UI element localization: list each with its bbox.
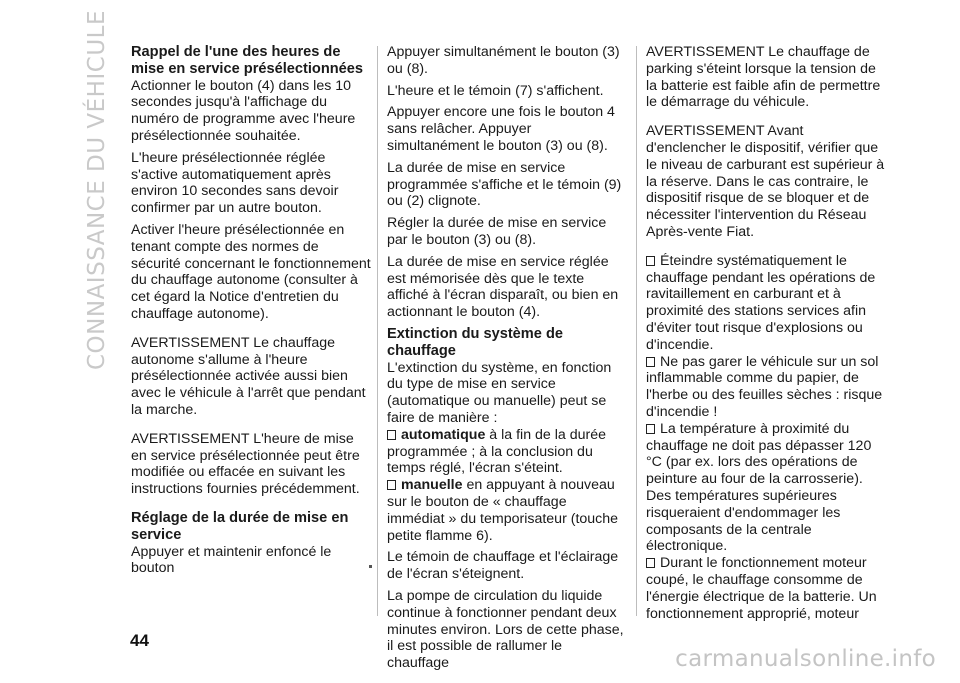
list-item-text: Éteindre systématiquement le chauffage pendant les opérations de ravitaillement en carburant et à proximité des stations services afin d'éviter tout risque d'explosions ou d'incendie. [646,252,876,353]
paragraph: L'heure présélectionnée réglée s'active automatiquement après environ 10 secondes sans devoir confirmer par un autre bouton. [131,149,339,217]
warning-paragraph: AVERTISSEMENT L'heure de mise en service présélectionnée peut être modifiée ou effacée en suivant les instructions fournies précédemment. [131,430,360,498]
list-item-text: à la fin de la durée programmée ; à la conclusion du temps réglé, l'écran s'éteint. [387,426,607,477]
heading-rappel: Rappel de l'une des heures de mise en service présélectionnées [131,44,364,77]
bullet-square-icon [646,357,655,367]
paragraph: Actionner le bouton (4) dans les 10 secondes jusqu'à l'affichage du numéro de programme avec l'heure présélectionnée souhaitée. [131,77,356,144]
list-item [646,354,886,421]
warning-paragraph: AVERTISSEMENT Le chauffage autonome s'allume à l'heure présélectionnée activée aussi bien avec le véhicule à l'arrêt que pendant la marche. [131,334,366,418]
bullet-square-icon [387,430,396,440]
paragraph: Régler la durée de mise en service par le bouton (3) ou (8). [387,215,607,248]
list-item-text: Durant le fonctionnement moteur coupé, le chauffage consomme de l'énergie électrique de la batterie. Un fonctionnement approprié, moteur [646,555,877,622]
paragraph: Le témoin de chauffage et l'éclairage de l'écran s'éteignent. [387,549,619,583]
list-item [646,555,886,622]
page-number: 44 [130,631,149,650]
column-divider [377,46,378,616]
heading-reglage: Réglage de la durée de mise en service [131,509,349,543]
section-title-vertical: CONNAISSANCE DU VÉHICULE [84,10,110,370]
list-item-text: La température à proximité du chauffage ne doit pas dépasser 120 °C (par ex. lors des opérations de peinture au four de la carrosserie). Des températures supérieures risqueraient d'endommager les composants de la centrale électronique. [646,420,872,555]
column-divider [636,46,637,616]
column-2 [387,44,627,677]
paragraph: La durée de mise en service programmée s'affiche et le témoin (9) ou (2) clignote. [387,159,622,210]
list-item-text: Ne pas garer le véhicule sur un sol inflammable comme du papier, de l'herbe ou des feuilles sèches : risque d'incendie ! [646,353,883,420]
bullet-square-icon [387,480,396,490]
heading-extinction: Extinction du système de chauffage [387,325,563,359]
bullet-square-icon [646,424,655,434]
paragraph: La durée de mise en service réglée est mémorisée dès que le texte affiché à l'écran disparaît, ou bien en actionnant le bouton (4). [387,253,619,321]
column-1 [131,44,371,582]
bullet-square-icon [646,256,655,266]
warning-paragraph: AVERTISSEMENT Avant d'enclencher le dispositif, vérifier que le niveau de carburant est supérieur à la réserve. Dans le cas contraire, le dispositif risque de se bloquer et de nécessiter l'intervention du Réseau Après-vente Fiat. [646,123,885,240]
column-3 [646,44,886,622]
keyword: manuelle [401,477,463,494]
paragraph: L'heure et le témoin (7) s'affichent. [387,82,604,99]
paragraph: Activer l'heure présélectionnée en tenant compte des normes de sécurité concernant le fonctionnement du chauffage autonome (consulter à cet égard la Notice d'entretien du chauffage autonome). [131,221,371,322]
list-item [646,253,886,354]
list-item [646,421,886,555]
paragraph: Appuyer encore une fois le bouton 4 sans relâcher. Appuyer simultanément le bouton (3) ou (8). [387,104,615,154]
list-item-text: en appuyant à nouveau sur le bouton de « chauffage immédiat » du temporisateur (touche petite flamme 6). [387,477,619,544]
paragraph: La pompe de circulation du liquide continue à fonctionner pendant deux minutes environ. Lors de cette phase, il est possible de rallumer le chauffage [387,587,624,672]
paragraph: Appuyer et maintenir enfoncé le bouton [131,543,332,577]
list-item [387,427,627,477]
bullet-square-icon [646,558,655,568]
watermark: carmanualsonline.info [675,646,936,672]
paragraph: L'extinction du système, en fonction du type de mise en service (automatique ou manuelle) peut se faire de manière : [387,359,612,426]
divider-marker [369,565,372,568]
paragraph: Appuyer simultanément le bouton (3) ou (8). [387,44,620,77]
keyword: automatique [401,426,486,443]
list-item [387,477,627,544]
warning-paragraph: AVERTISSEMENT Le chauffage de parking s'éteint lorsque la tension de la batterie est faible afin de permettre le démarrage du véhicule. [646,44,881,111]
